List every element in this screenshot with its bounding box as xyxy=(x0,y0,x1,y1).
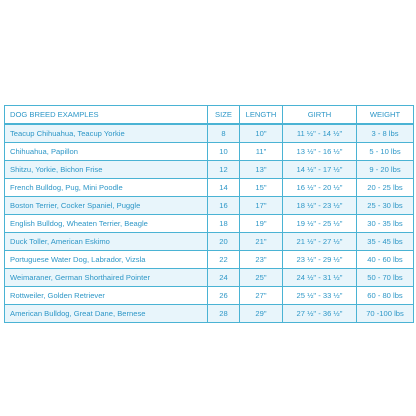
table-row xyxy=(5,215,414,233)
weight-cell: 35 - 45 lbs xyxy=(357,233,414,251)
size-cell: 20 xyxy=(208,233,240,251)
header-row xyxy=(5,106,414,125)
weight-cell: 30 - 35 lbs xyxy=(357,215,414,233)
length-cell: 17" xyxy=(240,197,283,215)
weight-cell: 25 - 30 lbs xyxy=(357,197,414,215)
length-cell: 13" xyxy=(240,161,283,179)
weight-cell: 70 -100 lbs xyxy=(357,305,414,323)
table-row xyxy=(5,233,414,251)
girth-cell: 13 ½" - 16 ½" xyxy=(283,143,357,161)
girth-cell: 18 ½" - 23 ½" xyxy=(283,197,357,215)
girth-cell: 21 ½" - 27 ½" xyxy=(283,233,357,251)
breed-cell: Duck Toller, American Eskimo xyxy=(5,233,208,251)
weight-cell: 5 - 10 lbs xyxy=(357,143,414,161)
header-breed: DOG BREED EXAMPLES xyxy=(5,106,208,125)
breed-cell: Teacup Chihuahua, Teacup Yorkie xyxy=(5,124,208,143)
table-row xyxy=(5,251,414,269)
table-row xyxy=(5,269,414,287)
breed-cell: Weimaraner, German Shorthaired Pointer xyxy=(5,269,208,287)
breed-cell: Chihuahua, Papillon xyxy=(5,143,208,161)
length-cell: 29" xyxy=(240,305,283,323)
table-row xyxy=(5,197,414,215)
size-chart-table xyxy=(4,105,414,323)
size-cell: 18 xyxy=(208,215,240,233)
breed-cell: American Bulldog, Great Dane, Bernese xyxy=(5,305,208,323)
girth-cell: 24 ½" - 31 ½" xyxy=(283,269,357,287)
weight-cell: 3 - 8 lbs xyxy=(357,124,414,143)
length-cell: 27" xyxy=(240,287,283,305)
breed-cell: Shitzu, Yorkie, Bichon Frise xyxy=(5,161,208,179)
size-cell: 16 xyxy=(208,197,240,215)
size-cell: 26 xyxy=(208,287,240,305)
length-cell: 25" xyxy=(240,269,283,287)
size-cell: 28 xyxy=(208,305,240,323)
table-row xyxy=(5,124,414,143)
table-row xyxy=(5,143,414,161)
table-row xyxy=(5,161,414,179)
table-row xyxy=(5,287,414,305)
header-weight: WEIGHT xyxy=(357,106,414,125)
header-size: SIZE xyxy=(208,106,240,125)
girth-cell: 27 ½" - 36 ½" xyxy=(283,305,357,323)
weight-cell: 50 - 70 lbs xyxy=(357,269,414,287)
girth-cell: 23 ½" - 29 ½" xyxy=(283,251,357,269)
breed-cell: Portuguese Water Dog, Labrador, Vizsla xyxy=(5,251,208,269)
length-cell: 15" xyxy=(240,179,283,197)
breed-cell: Boston Terrier, Cocker Spaniel, Puggle xyxy=(5,197,208,215)
size-cell: 12 xyxy=(208,161,240,179)
length-cell: 21" xyxy=(240,233,283,251)
size-cell: 22 xyxy=(208,251,240,269)
table-row xyxy=(5,305,414,323)
length-cell: 23" xyxy=(240,251,283,269)
weight-cell: 40 - 60 lbs xyxy=(357,251,414,269)
table-row xyxy=(5,179,414,197)
header-length: LENGTH xyxy=(240,106,283,125)
girth-cell: 19 ½" - 25 ½" xyxy=(283,215,357,233)
breed-cell: English Bulldog, Wheaten Terrier, Beagle xyxy=(5,215,208,233)
weight-cell: 60 - 80 lbs xyxy=(357,287,414,305)
girth-cell: 16 ½" - 20 ½" xyxy=(283,179,357,197)
breed-cell: Rottweiler, Golden Retriever xyxy=(5,287,208,305)
length-cell: 10" xyxy=(240,124,283,143)
weight-cell: 20 - 25 lbs xyxy=(357,179,414,197)
breed-cell: French Bulldog, Pug, Mini Poodle xyxy=(5,179,208,197)
header-girth: GIRTH xyxy=(283,106,357,125)
size-cell: 14 xyxy=(208,179,240,197)
girth-cell: 25 ½" - 33 ½" xyxy=(283,287,357,305)
size-cell: 24 xyxy=(208,269,240,287)
weight-cell: 9 - 20 lbs xyxy=(357,161,414,179)
length-cell: 19" xyxy=(240,215,283,233)
girth-cell: 11 ½" - 14 ½" xyxy=(283,124,357,143)
length-cell: 11" xyxy=(240,143,283,161)
size-cell: 8 xyxy=(208,124,240,143)
size-cell: 10 xyxy=(208,143,240,161)
girth-cell: 14 ½" - 17 ½" xyxy=(283,161,357,179)
